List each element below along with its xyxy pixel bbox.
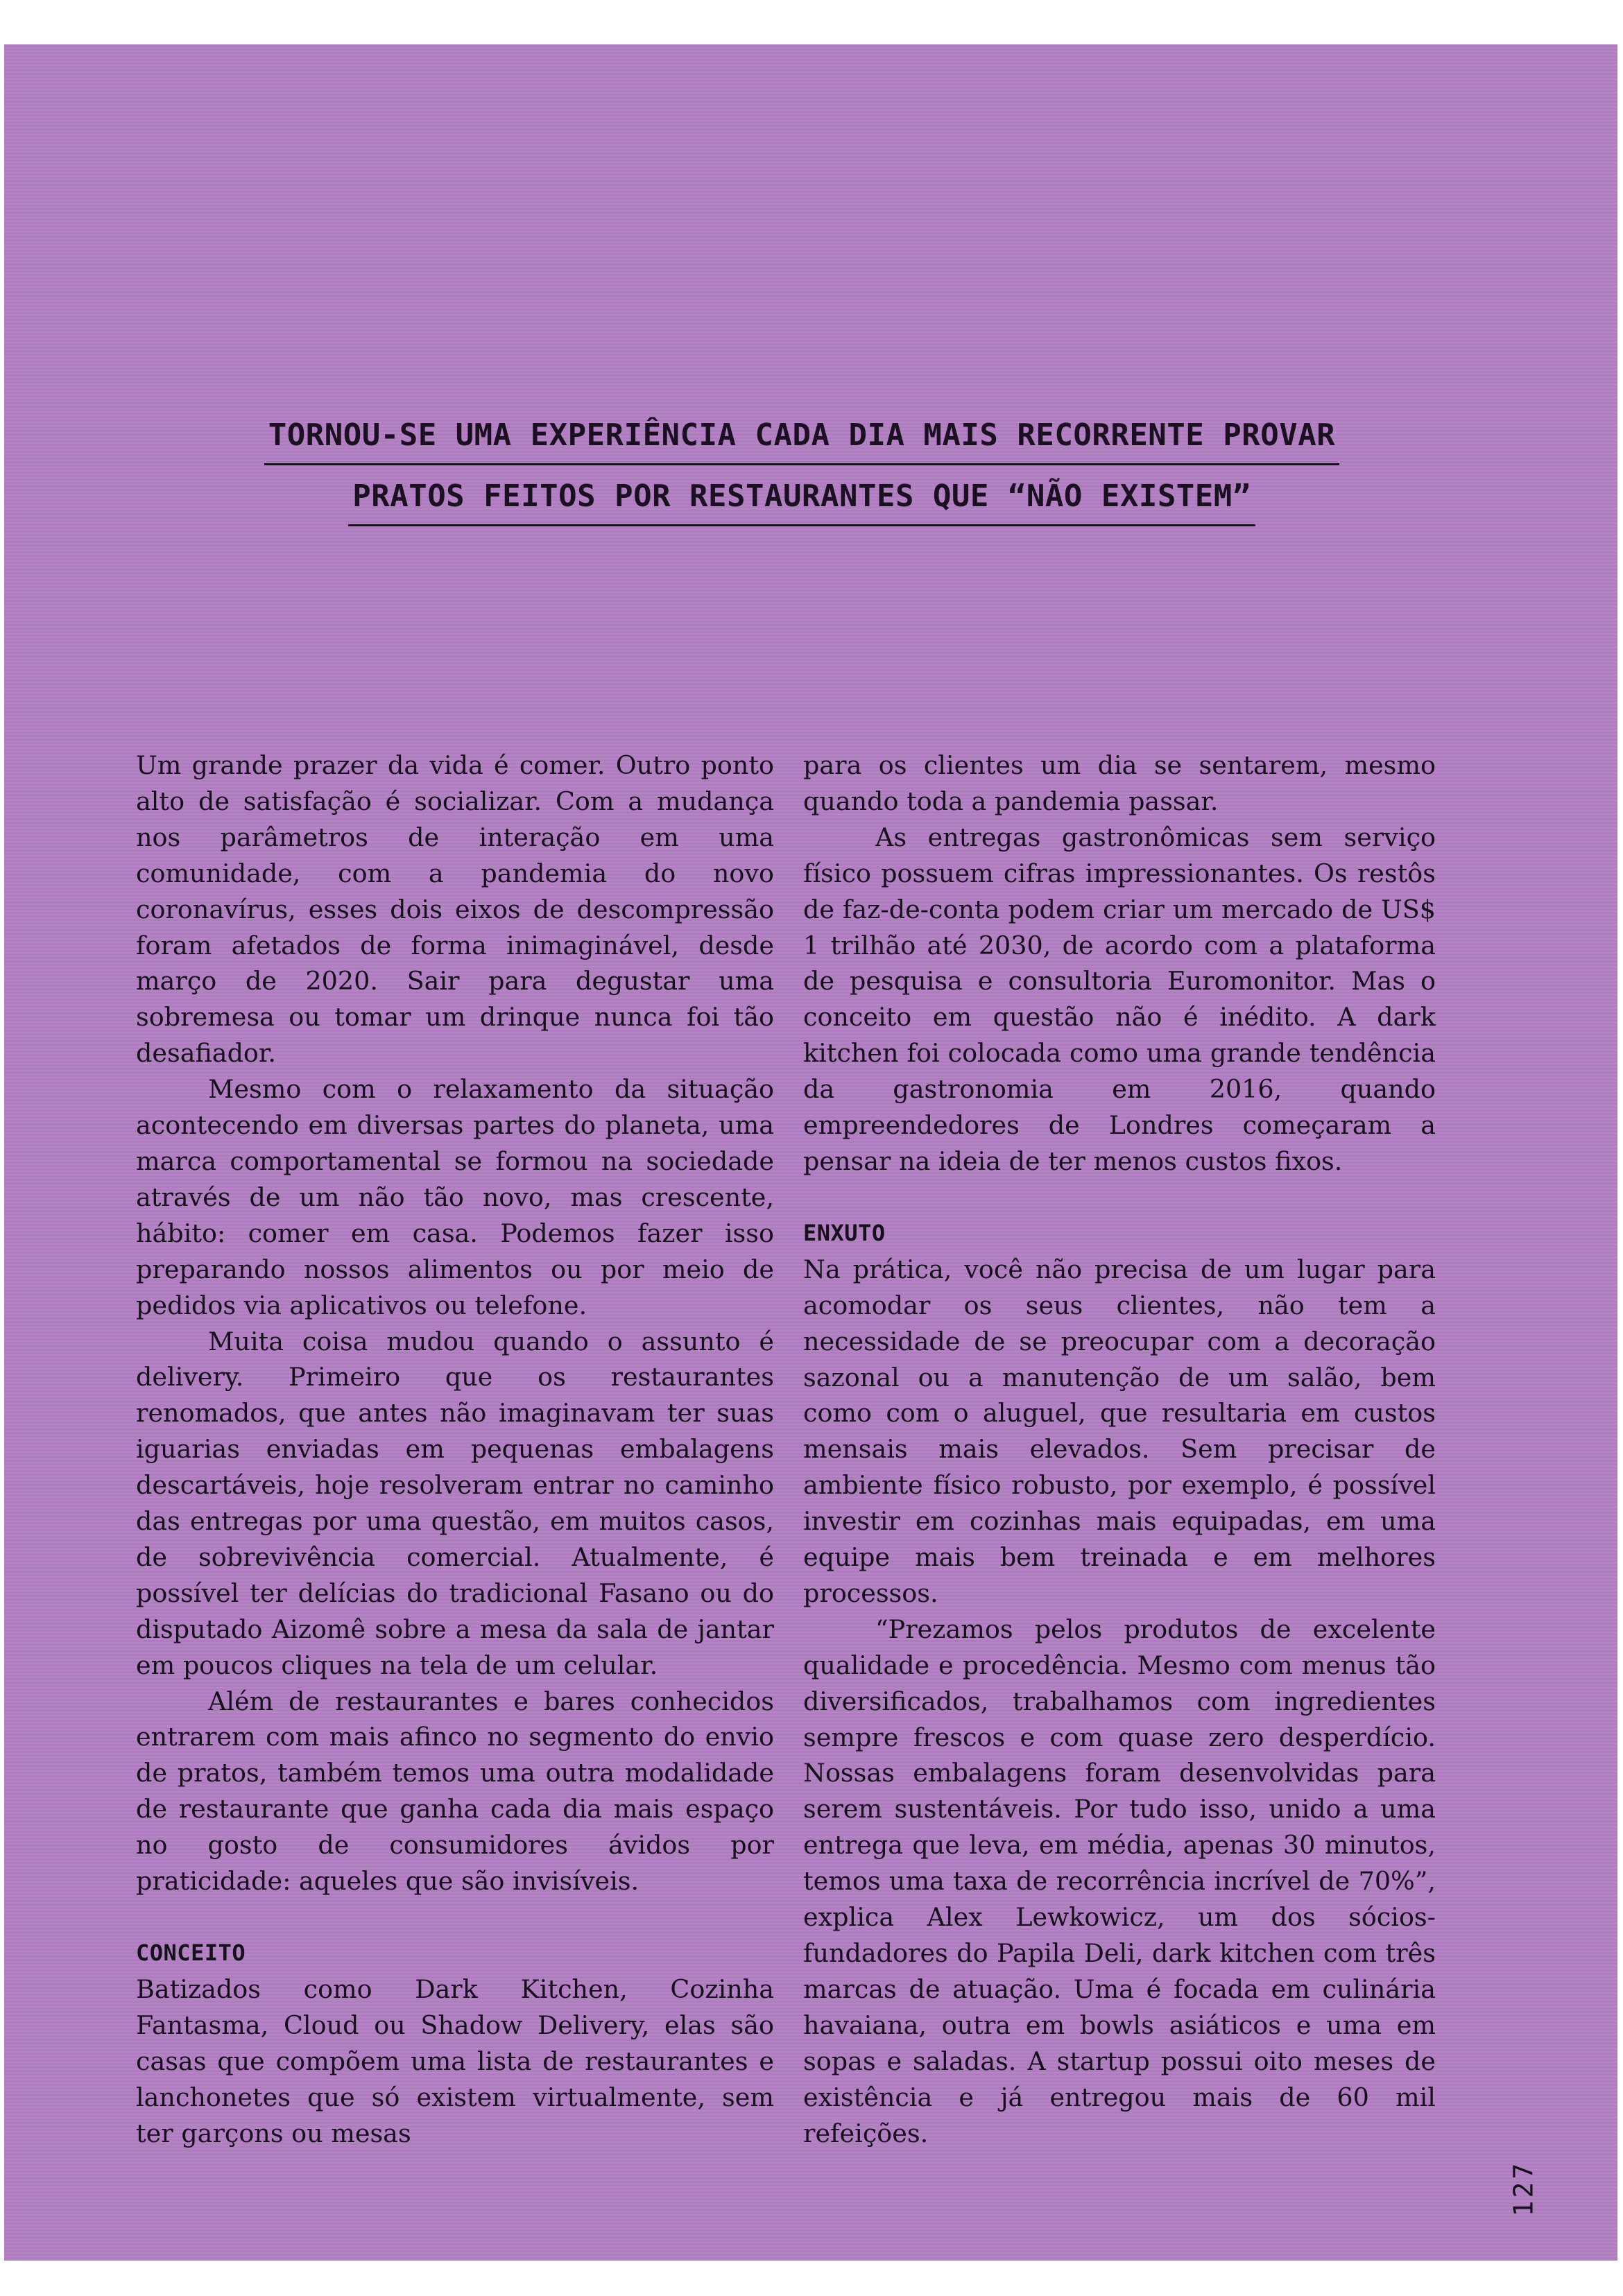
paragraph: Mesmo com o relaxamento da situação acontecendo em diversas partes do planeta, uma marca comportamental se formou na sociedade através de um não tão novo, mas crescente, hábito: comer em casa. Podemos fazer isso preparando nossos alimentos ou por meio de pedidos via aplicativos ou telefone. xyxy=(136,1074,774,1320)
paragraph: Muita coisa mudou quando o assunto é delivery. Primeiro que os restaurantes renomados, que antes não imaginavam ter suas iguarias enviadas em pequenas embalagens descartáveis, hoje resolveram entrar no caminho das entregas por uma questão, em muitos casos, de sobrevivência comercial. Atualmente, é possível ter delícias do tradicional Fasano ou do disputado Aizomê sobre a mesa da sala de jantar em poucos cliques na tela de um celular. xyxy=(136,1326,774,1680)
headline-line-2: PRATOS FEITOS POR RESTAURANTES QUE “NÃO EXISTEM” xyxy=(348,469,1255,526)
paragraph: Na prática, você não precisa de um lugar para acomodar os seus clientes, não tem a necessidade de se preocupar com a decoração sazonal ou a manutenção de um salão, bem como com o aluguel, que resultaria em custos mensais mais elevados. Sem precisar de ambiente físico robusto, por exemplo, é possível investir em cozinhas mais equipadas, em uma equipe mais bem treinada e em melhores processos. xyxy=(803,1254,1436,1608)
right-column xyxy=(803,748,1436,2151)
paragraph: para os clientes um dia se sentarem, mesmo quando toda a pandemia passar. xyxy=(803,750,1436,816)
section-heading-conceito: CONCEITO xyxy=(136,1940,246,1966)
paragraph: Além de restaurantes e bares conhecidos entrarem com mais afinco no segmento do envio de pratos, também temos uma outra modalidade de restaurante que ganha cada dia mais espaço no gosto de consumidores ávidos por praticidade: aqueles que são invisíveis. xyxy=(136,1686,774,1897)
magazine-page xyxy=(4,44,1617,2261)
pull-quote-headline xyxy=(233,405,1371,527)
paragraph: As entregas gastronômicas sem serviço físico possuem cifras impressionantes. Os restôs de faz-de-conta podem criar um mercado de US$ 1 trilhão até 2030, de acordo com a plataforma de pesquisa e consultoria Euromonitor. Mas o conceito em questão não é inédito. A dark kitchen foi colocada como uma grande tendência da gastronomia em 2016, quando empreendedores de Londres começaram a pensar na ideia de ter menos custos fixos. xyxy=(803,822,1436,1176)
paragraph: Batizados como Dark Kitchen, Cozinha Fantasma, Cloud ou Shadow Delivery, elas são casas que compõem uma lista de restaurantes e lanchonetes que só existem virtualmente, sem ter garçons ou mesas xyxy=(136,1974,774,2148)
paragraph: Um grande prazer da vida é comer. Outro ponto alto de satisfação é socializar. Com a mudança nos parâmetros de interação em uma comunidade, com a pandemia do novo coronavírus, esses dois eixos de descompressão foram afetados de forma inimaginável, desde março de 2020. Sair para degustar uma sobremesa ou tomar um drinque nunca foi tão desafiador. xyxy=(136,750,774,1069)
section-heading-enxuto: ENXUTO xyxy=(803,1219,886,1246)
page-number: 127 xyxy=(1508,2160,1539,2217)
left-column xyxy=(136,748,774,2151)
headline-line-1: TORNOU-SE UMA EXPERIÊNCIA CADA DIA MAIS RECORRENTE PROVAR xyxy=(264,408,1339,465)
paragraph: “Prezamos pelos produtos de excelente qualidade e procedência. Mesmo com menus tão diversificados, trabalhamos com ingredientes sempre frescos e com quase zero desperdício. Nossas embalagens foram desenvolvidas para serem sustentáveis. Por tudo isso, unido a uma entrega que leva, em média, apenas 30 minutos, temos uma taxa de recorrência incrível de 70%”, explica Alex Lewkowicz, um dos sócios-fundadores do Papila Deli, dark kitchen com três marcas de atuação. Uma é focada em culinária havaiana, outra em bowls asiáticos e uma em sopas e saladas. A startup possui oito meses de existência e já entregou mais de 60 mil refeições. xyxy=(803,1614,1436,2148)
